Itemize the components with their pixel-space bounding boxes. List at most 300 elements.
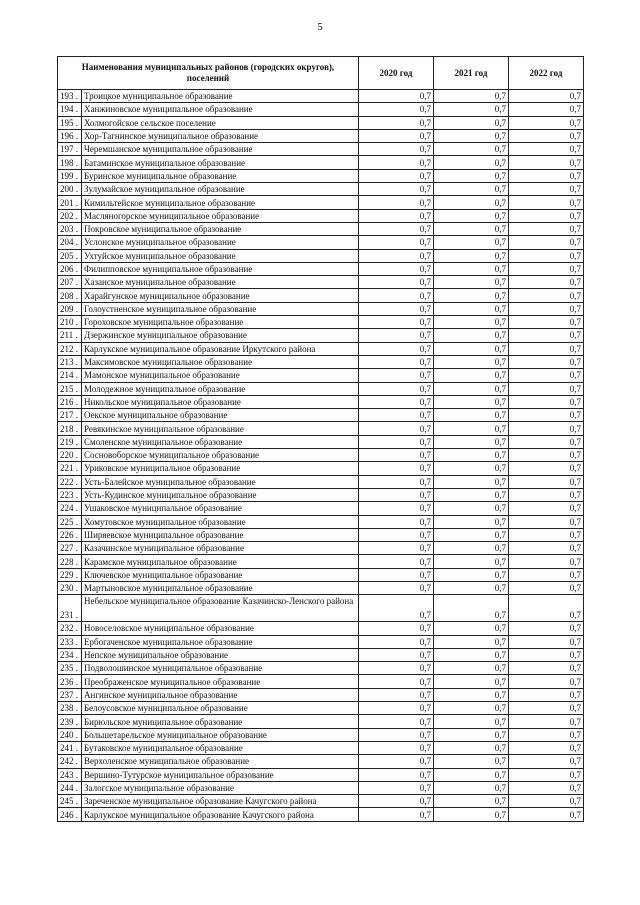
table-row bbox=[58, 342, 584, 355]
row-value-2021: 0,7 bbox=[434, 475, 509, 488]
row-value-2021: 0,7 bbox=[434, 276, 509, 289]
row-name: Филипповское муниципальное образование bbox=[82, 262, 359, 275]
table-row bbox=[58, 262, 584, 275]
table-row bbox=[58, 528, 584, 541]
row-value-2021: 0,7 bbox=[434, 688, 509, 701]
row-value-2022: 0,7 bbox=[509, 688, 584, 701]
row-value-2022: 0,7 bbox=[509, 249, 584, 262]
row-value-2022: 0,7 bbox=[509, 316, 584, 329]
row-number: 241 . bbox=[58, 741, 82, 754]
row-value-2022: 0,7 bbox=[509, 289, 584, 302]
row-number: 240 . bbox=[58, 728, 82, 741]
row-number: 203 . bbox=[58, 222, 82, 235]
row-value-2020: 0,7 bbox=[359, 103, 434, 116]
row-value-2022: 0,7 bbox=[509, 236, 584, 249]
row-value-2021: 0,7 bbox=[434, 435, 509, 448]
row-value-2021: 0,7 bbox=[434, 143, 509, 156]
row-value-2022: 0,7 bbox=[509, 741, 584, 754]
row-value-2021: 0,7 bbox=[434, 422, 509, 435]
row-name: Вершино-Тутурское муниципальное образование bbox=[82, 768, 359, 781]
table-row bbox=[58, 222, 584, 235]
row-value-2020: 0,7 bbox=[359, 662, 434, 675]
row-value-2021: 0,7 bbox=[434, 808, 509, 821]
row-value-2020: 0,7 bbox=[359, 222, 434, 235]
row-value-2020: 0,7 bbox=[359, 462, 434, 475]
row-value-2022: 0,7 bbox=[509, 795, 584, 808]
row-name: Хазанское муниципальное образование bbox=[82, 276, 359, 289]
row-value-2022: 0,7 bbox=[509, 209, 584, 222]
row-value-2020: 0,7 bbox=[359, 435, 434, 448]
row-number: 210 . bbox=[58, 316, 82, 329]
row-value-2020: 0,7 bbox=[359, 449, 434, 462]
row-number: 207 . bbox=[58, 276, 82, 289]
table-row bbox=[58, 382, 584, 395]
row-value-2020: 0,7 bbox=[359, 528, 434, 541]
row-number: 231 . bbox=[58, 595, 82, 622]
row-number: 201 . bbox=[58, 196, 82, 209]
row-number: 212 . bbox=[58, 342, 82, 355]
row-value-2022: 0,7 bbox=[509, 662, 584, 675]
row-number: 245 . bbox=[58, 795, 82, 808]
row-name: Троицкое муниципальное образование bbox=[82, 90, 359, 103]
row-value-2021: 0,7 bbox=[434, 169, 509, 182]
row-number: 196 . bbox=[58, 129, 82, 142]
row-value-2021: 0,7 bbox=[434, 515, 509, 528]
row-value-2021: 0,7 bbox=[434, 116, 509, 129]
row-value-2021: 0,7 bbox=[434, 768, 509, 781]
table-row bbox=[58, 90, 584, 103]
row-name: Непское муниципальное образование bbox=[82, 648, 359, 661]
row-value-2021: 0,7 bbox=[434, 728, 509, 741]
row-value-2020: 0,7 bbox=[359, 781, 434, 794]
row-value-2022: 0,7 bbox=[509, 222, 584, 235]
row-value-2022: 0,7 bbox=[509, 276, 584, 289]
table-row bbox=[58, 581, 584, 594]
row-value-2020: 0,7 bbox=[359, 262, 434, 275]
row-value-2021: 0,7 bbox=[434, 342, 509, 355]
table-row bbox=[58, 355, 584, 368]
table-row bbox=[58, 555, 584, 568]
header-2022: 2022 год bbox=[509, 57, 584, 90]
row-value-2020: 0,7 bbox=[359, 156, 434, 169]
row-number: 193 . bbox=[58, 90, 82, 103]
row-value-2021: 0,7 bbox=[434, 236, 509, 249]
row-value-2020: 0,7 bbox=[359, 196, 434, 209]
row-number: 199 . bbox=[58, 169, 82, 182]
table-row bbox=[58, 475, 584, 488]
header-row bbox=[58, 57, 584, 90]
row-name: Мамонское муниципальное образование bbox=[82, 369, 359, 382]
row-number: 194 . bbox=[58, 103, 82, 116]
row-name: Оекское муниципальное образование bbox=[82, 409, 359, 422]
row-value-2020: 0,7 bbox=[359, 276, 434, 289]
row-value-2021: 0,7 bbox=[434, 635, 509, 648]
row-value-2021: 0,7 bbox=[434, 129, 509, 142]
row-value-2022: 0,7 bbox=[509, 648, 584, 661]
row-value-2022: 0,7 bbox=[509, 329, 584, 342]
table-row bbox=[58, 755, 584, 768]
table-row bbox=[58, 369, 584, 382]
row-number: 236 . bbox=[58, 675, 82, 688]
row-number: 213 . bbox=[58, 355, 82, 368]
row-value-2020: 0,7 bbox=[359, 502, 434, 515]
row-name: Черемшанское муниципальное образование bbox=[82, 143, 359, 156]
table-row bbox=[58, 741, 584, 754]
row-number: 220 . bbox=[58, 449, 82, 462]
row-value-2020: 0,7 bbox=[359, 741, 434, 754]
row-number: 223 . bbox=[58, 488, 82, 501]
row-name: Зулумайское муниципальное образование bbox=[82, 183, 359, 196]
row-value-2022: 0,7 bbox=[509, 528, 584, 541]
row-number: 238 . bbox=[58, 702, 82, 715]
row-value-2020: 0,7 bbox=[359, 422, 434, 435]
table-row bbox=[58, 316, 584, 329]
row-name: Ревякинское муниципальное образование bbox=[82, 422, 359, 435]
row-number: 197 . bbox=[58, 143, 82, 156]
row-number: 232 . bbox=[58, 622, 82, 635]
row-value-2022: 0,7 bbox=[509, 409, 584, 422]
row-value-2020: 0,7 bbox=[359, 129, 434, 142]
row-value-2020: 0,7 bbox=[359, 768, 434, 781]
row-number: 244 . bbox=[58, 781, 82, 794]
row-number: 200 . bbox=[58, 183, 82, 196]
row-number: 216 . bbox=[58, 395, 82, 408]
row-value-2020: 0,7 bbox=[359, 183, 434, 196]
row-name: Усть-Кудинское муниципальное образование bbox=[82, 488, 359, 501]
row-value-2020: 0,7 bbox=[359, 622, 434, 635]
row-number: 218 . bbox=[58, 422, 82, 435]
row-value-2021: 0,7 bbox=[434, 662, 509, 675]
table-row bbox=[58, 129, 584, 142]
row-number: 227 . bbox=[58, 542, 82, 555]
row-value-2022: 0,7 bbox=[509, 568, 584, 581]
row-value-2021: 0,7 bbox=[434, 209, 509, 222]
row-name: Гороховское муниципальное образование bbox=[82, 316, 359, 329]
row-value-2020: 0,7 bbox=[359, 116, 434, 129]
row-value-2021: 0,7 bbox=[434, 568, 509, 581]
row-value-2022: 0,7 bbox=[509, 502, 584, 515]
row-number: 209 . bbox=[58, 302, 82, 315]
row-value-2022: 0,7 bbox=[509, 462, 584, 475]
row-value-2020: 0,7 bbox=[359, 329, 434, 342]
row-value-2020: 0,7 bbox=[359, 728, 434, 741]
table-row bbox=[58, 103, 584, 116]
row-number: 233 . bbox=[58, 635, 82, 648]
row-number: 242 . bbox=[58, 755, 82, 768]
row-value-2021: 0,7 bbox=[434, 156, 509, 169]
row-value-2021: 0,7 bbox=[434, 316, 509, 329]
row-value-2020: 0,7 bbox=[359, 808, 434, 821]
row-number: 243 . bbox=[58, 768, 82, 781]
table-row bbox=[58, 143, 584, 156]
table-row bbox=[58, 488, 584, 501]
row-value-2022: 0,7 bbox=[509, 808, 584, 821]
row-number: 230 . bbox=[58, 581, 82, 594]
row-number: 224 . bbox=[58, 502, 82, 515]
row-number: 195 . bbox=[58, 116, 82, 129]
table-row bbox=[58, 622, 584, 635]
row-name: Преображенское муниципальное образование bbox=[82, 675, 359, 688]
row-number: 215 . bbox=[58, 382, 82, 395]
row-name: Холмогойское сельское поселение bbox=[82, 116, 359, 129]
table-row bbox=[58, 781, 584, 794]
row-value-2020: 0,7 bbox=[359, 90, 434, 103]
row-value-2020: 0,7 bbox=[359, 249, 434, 262]
row-number: 208 . bbox=[58, 289, 82, 302]
row-value-2021: 0,7 bbox=[434, 382, 509, 395]
row-name: Максимовское муниципальное образование bbox=[82, 355, 359, 368]
header-name: Наименования муниципальных районов (городских округов), поселений bbox=[58, 57, 359, 90]
row-value-2020: 0,7 bbox=[359, 688, 434, 701]
row-value-2021: 0,7 bbox=[434, 103, 509, 116]
table-row bbox=[58, 595, 584, 622]
row-name: Верхоленское муниципальное образование bbox=[82, 755, 359, 768]
row-value-2022: 0,7 bbox=[509, 728, 584, 741]
row-value-2022: 0,7 bbox=[509, 435, 584, 448]
row-value-2021: 0,7 bbox=[434, 449, 509, 462]
row-value-2022: 0,7 bbox=[509, 595, 584, 622]
table-row bbox=[58, 515, 584, 528]
row-number: 225 . bbox=[58, 515, 82, 528]
row-value-2021: 0,7 bbox=[434, 781, 509, 794]
row-value-2021: 0,7 bbox=[434, 741, 509, 754]
row-value-2022: 0,7 bbox=[509, 90, 584, 103]
row-value-2021: 0,7 bbox=[434, 581, 509, 594]
row-value-2021: 0,7 bbox=[434, 715, 509, 728]
table-row bbox=[58, 395, 584, 408]
row-value-2022: 0,7 bbox=[509, 382, 584, 395]
table-row bbox=[58, 662, 584, 675]
row-value-2020: 0,7 bbox=[359, 369, 434, 382]
row-value-2022: 0,7 bbox=[509, 449, 584, 462]
row-name: Ханжиновское муниципальное образование bbox=[82, 103, 359, 116]
row-name: Карамское муниципальное образование bbox=[82, 555, 359, 568]
row-name: Сосновоборское муниципальное образование bbox=[82, 449, 359, 462]
row-name: Усть-Балейское муниципальное образование bbox=[82, 475, 359, 488]
table-row bbox=[58, 648, 584, 661]
table-row bbox=[58, 422, 584, 435]
row-name: Уриковское муниципальное образование bbox=[82, 462, 359, 475]
row-value-2021: 0,7 bbox=[434, 675, 509, 688]
row-number: 229 . bbox=[58, 568, 82, 581]
table-row bbox=[58, 183, 584, 196]
row-value-2022: 0,7 bbox=[509, 129, 584, 142]
row-name: Мартыновское муниципальное образование bbox=[82, 581, 359, 594]
row-value-2020: 0,7 bbox=[359, 555, 434, 568]
row-name: Ербогаченское муниципальное образование bbox=[82, 635, 359, 648]
table-row bbox=[58, 675, 584, 688]
row-name: Бутаковское муниципальное образование bbox=[82, 741, 359, 754]
table-body bbox=[58, 90, 584, 822]
row-value-2022: 0,7 bbox=[509, 542, 584, 555]
row-value-2020: 0,7 bbox=[359, 635, 434, 648]
row-value-2020: 0,7 bbox=[359, 395, 434, 408]
row-name: Никольское муниципальное образование bbox=[82, 395, 359, 408]
row-name: Хор-Тагнинское муниципальное образование bbox=[82, 129, 359, 142]
table-row bbox=[58, 502, 584, 515]
row-value-2020: 0,7 bbox=[359, 648, 434, 661]
table-row bbox=[58, 302, 584, 315]
row-value-2021: 0,7 bbox=[434, 262, 509, 275]
row-name: Покровское муниципальное образование bbox=[82, 222, 359, 235]
row-value-2021: 0,7 bbox=[434, 289, 509, 302]
row-value-2022: 0,7 bbox=[509, 715, 584, 728]
row-number: 235 . bbox=[58, 662, 82, 675]
row-value-2021: 0,7 bbox=[434, 795, 509, 808]
row-value-2022: 0,7 bbox=[509, 781, 584, 794]
row-number: 246 . bbox=[58, 808, 82, 821]
row-name: Карлукское муниципальное образование Иркутского района bbox=[82, 342, 359, 355]
row-value-2020: 0,7 bbox=[359, 342, 434, 355]
row-number: 234 . bbox=[58, 648, 82, 661]
row-value-2022: 0,7 bbox=[509, 635, 584, 648]
row-value-2020: 0,7 bbox=[359, 581, 434, 594]
table-row bbox=[58, 236, 584, 249]
row-value-2022: 0,7 bbox=[509, 555, 584, 568]
table-row bbox=[58, 542, 584, 555]
row-value-2021: 0,7 bbox=[434, 488, 509, 501]
row-value-2021: 0,7 bbox=[434, 302, 509, 315]
row-name: Кимильтейское муниципальное образование bbox=[82, 196, 359, 209]
header-2020: 2020 год bbox=[359, 57, 434, 90]
table-row bbox=[58, 289, 584, 302]
row-name: Подволошинское муниципальное образование bbox=[82, 662, 359, 675]
row-name: Казачинское муниципальное образование bbox=[82, 542, 359, 555]
page-number: 5 bbox=[317, 21, 323, 33]
row-name: Батаминское муниципальное образование bbox=[82, 156, 359, 169]
row-value-2020: 0,7 bbox=[359, 355, 434, 368]
row-value-2022: 0,7 bbox=[509, 488, 584, 501]
table-row bbox=[58, 702, 584, 715]
row-value-2020: 0,7 bbox=[359, 382, 434, 395]
table-row bbox=[58, 329, 584, 342]
row-value-2021: 0,7 bbox=[434, 369, 509, 382]
table-row bbox=[58, 462, 584, 475]
table-row bbox=[58, 169, 584, 182]
row-value-2022: 0,7 bbox=[509, 515, 584, 528]
municipal-table bbox=[57, 56, 584, 822]
row-value-2021: 0,7 bbox=[434, 648, 509, 661]
row-value-2022: 0,7 bbox=[509, 169, 584, 182]
row-value-2020: 0,7 bbox=[359, 595, 434, 622]
table-row bbox=[58, 435, 584, 448]
table-row bbox=[58, 715, 584, 728]
row-number: 222 . bbox=[58, 475, 82, 488]
row-number: 237 . bbox=[58, 688, 82, 701]
row-value-2020: 0,7 bbox=[359, 289, 434, 302]
row-number: 204 . bbox=[58, 236, 82, 249]
row-value-2021: 0,7 bbox=[434, 502, 509, 515]
row-name: Услонское муниципальное образование bbox=[82, 236, 359, 249]
row-name: Ключевское муниципальное образование bbox=[82, 568, 359, 581]
row-value-2021: 0,7 bbox=[434, 542, 509, 555]
row-value-2022: 0,7 bbox=[509, 156, 584, 169]
table-row bbox=[58, 116, 584, 129]
row-value-2022: 0,7 bbox=[509, 342, 584, 355]
row-value-2022: 0,7 bbox=[509, 395, 584, 408]
row-number: 202 . bbox=[58, 209, 82, 222]
row-value-2021: 0,7 bbox=[434, 462, 509, 475]
row-name: Бирюльское муниципальное образование bbox=[82, 715, 359, 728]
row-value-2021: 0,7 bbox=[434, 595, 509, 622]
row-number: 198 . bbox=[58, 156, 82, 169]
row-number: 214 . bbox=[58, 369, 82, 382]
table-row bbox=[58, 209, 584, 222]
row-value-2022: 0,7 bbox=[509, 302, 584, 315]
row-value-2022: 0,7 bbox=[509, 116, 584, 129]
table-row bbox=[58, 409, 584, 422]
row-value-2022: 0,7 bbox=[509, 475, 584, 488]
row-value-2020: 0,7 bbox=[359, 795, 434, 808]
row-value-2022: 0,7 bbox=[509, 262, 584, 275]
row-value-2022: 0,7 bbox=[509, 369, 584, 382]
row-number: 206 . bbox=[58, 262, 82, 275]
row-name: Ангинское муниципальное образование bbox=[82, 688, 359, 701]
row-number: 239 . bbox=[58, 715, 82, 728]
row-name: Буринское муниципальное образование bbox=[82, 169, 359, 182]
row-value-2021: 0,7 bbox=[434, 528, 509, 541]
row-value-2021: 0,7 bbox=[434, 329, 509, 342]
row-name: Большетарельское муниципальное образование bbox=[82, 728, 359, 741]
row-number: 221 . bbox=[58, 462, 82, 475]
row-number: 226 . bbox=[58, 528, 82, 541]
row-value-2022: 0,7 bbox=[509, 422, 584, 435]
row-name: Ширяевское муниципальное образование bbox=[82, 528, 359, 541]
row-name: Ушаковское муниципальное образование bbox=[82, 502, 359, 515]
row-name: Харайгунское муниципальное образование bbox=[82, 289, 359, 302]
row-value-2020: 0,7 bbox=[359, 302, 434, 315]
row-value-2020: 0,7 bbox=[359, 209, 434, 222]
row-value-2021: 0,7 bbox=[434, 622, 509, 635]
row-value-2022: 0,7 bbox=[509, 622, 584, 635]
row-value-2021: 0,7 bbox=[434, 702, 509, 715]
row-value-2021: 0,7 bbox=[434, 409, 509, 422]
row-value-2020: 0,7 bbox=[359, 715, 434, 728]
table-row bbox=[58, 808, 584, 821]
row-value-2020: 0,7 bbox=[359, 542, 434, 555]
row-value-2020: 0,7 bbox=[359, 316, 434, 329]
table-row bbox=[58, 249, 584, 262]
row-name: Белоусовское муниципальное образование bbox=[82, 702, 359, 715]
row-value-2020: 0,7 bbox=[359, 755, 434, 768]
table-row bbox=[58, 635, 584, 648]
row-number: 219 . bbox=[58, 435, 82, 448]
row-value-2020: 0,7 bbox=[359, 568, 434, 581]
row-value-2021: 0,7 bbox=[434, 196, 509, 209]
row-name: Зареченское муниципальное образование Качугского района bbox=[82, 795, 359, 808]
row-number: 217 . bbox=[58, 409, 82, 422]
row-value-2020: 0,7 bbox=[359, 409, 434, 422]
row-number: 228 . bbox=[58, 555, 82, 568]
table-row bbox=[58, 768, 584, 781]
row-value-2020: 0,7 bbox=[359, 702, 434, 715]
row-value-2022: 0,7 bbox=[509, 675, 584, 688]
row-value-2022: 0,7 bbox=[509, 183, 584, 196]
row-value-2020: 0,7 bbox=[359, 236, 434, 249]
row-name: Смоленское муниципальное образование bbox=[82, 435, 359, 448]
row-value-2020: 0,7 bbox=[359, 488, 434, 501]
row-name: Хомутовское муниципальное образование bbox=[82, 515, 359, 528]
row-name: Масляногорское муниципальное образование bbox=[82, 209, 359, 222]
row-number: 211 . bbox=[58, 329, 82, 342]
row-value-2020: 0,7 bbox=[359, 143, 434, 156]
row-number: 205 . bbox=[58, 249, 82, 262]
row-value-2022: 0,7 bbox=[509, 755, 584, 768]
row-name: Ухтуйское муниципальное образование bbox=[82, 249, 359, 262]
row-value-2021: 0,7 bbox=[434, 355, 509, 368]
row-value-2021: 0,7 bbox=[434, 222, 509, 235]
row-value-2022: 0,7 bbox=[509, 581, 584, 594]
